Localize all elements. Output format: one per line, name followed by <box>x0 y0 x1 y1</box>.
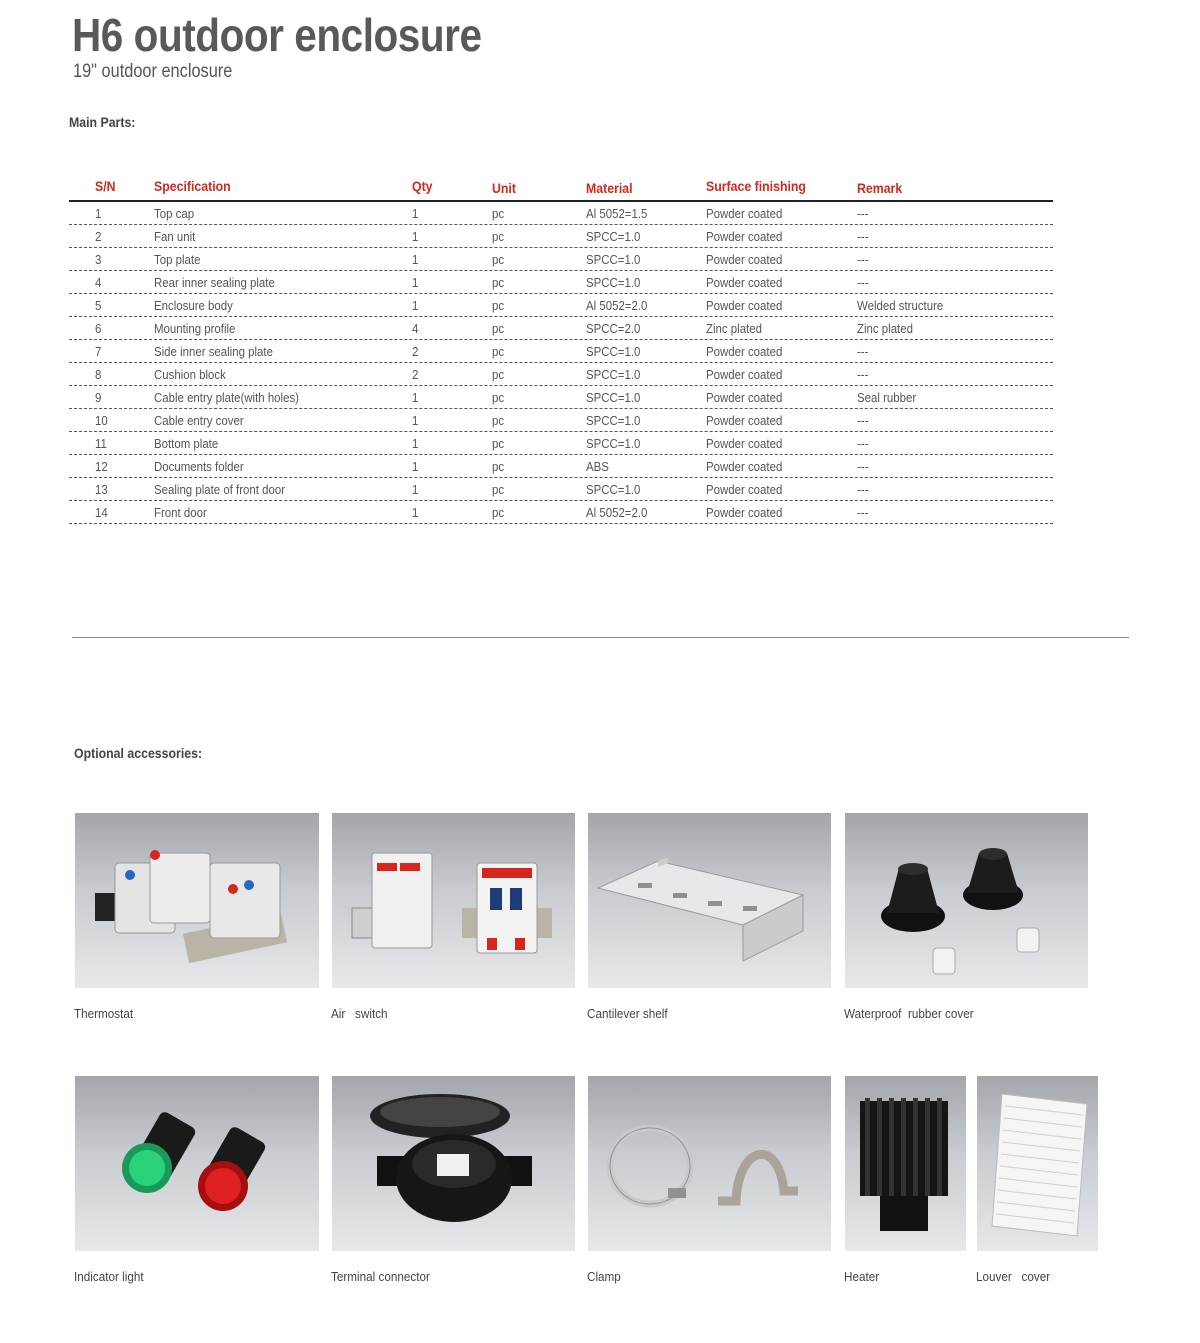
cell-remark: --- <box>857 436 869 451</box>
terminal-connector-image <box>332 1076 575 1251</box>
cell-surface-finishing: Zinc plated <box>706 321 762 336</box>
cell-specification: Rear inner sealing plate <box>154 275 275 290</box>
cell-material: ABS <box>586 459 609 474</box>
cell-material: SPCC=1.0 <box>586 390 641 405</box>
cell-specification: Sealing plate of front door <box>154 482 286 497</box>
cell-unit: pc <box>492 413 505 428</box>
indicator-light-icon <box>75 1076 319 1251</box>
cell-material: SPCC=2.0 <box>586 321 641 336</box>
cell-material: Al 5052=1.5 <box>586 206 648 221</box>
cell-specification: Mounting profile <box>154 321 236 336</box>
column-header-qty: Qty <box>412 178 433 194</box>
caption-clamp: Clamp <box>587 1269 621 1284</box>
cell-unit: pc <box>492 505 505 520</box>
cell-surface-finishing: Powder coated <box>706 390 783 405</box>
cell-sn: 4 <box>95 275 102 290</box>
cell-qty: 1 <box>412 505 419 520</box>
cantilever-shelf-image <box>588 813 831 988</box>
cell-surface-finishing: Powder coated <box>706 344 783 359</box>
table-row <box>69 248 1053 271</box>
cell-qty: 2 <box>412 344 419 359</box>
air-switch-image <box>332 813 575 988</box>
cell-unit: pc <box>492 298 505 313</box>
cell-remark: --- <box>857 413 869 428</box>
cell-remark: Seal rubber <box>857 390 917 405</box>
cell-surface-finishing: Powder coated <box>706 229 783 244</box>
table-body <box>69 202 1053 524</box>
waterproof-rubber-cover-image <box>845 813 1088 988</box>
main-parts-table <box>69 172 1053 524</box>
cell-unit: pc <box>492 344 505 359</box>
cell-remark: --- <box>857 252 869 267</box>
caption-louver-cover: Louver cover <box>976 1269 1051 1284</box>
cell-qty: 1 <box>412 229 419 244</box>
cell-unit: pc <box>492 436 505 451</box>
cell-qty: 1 <box>412 482 419 497</box>
cell-qty: 2 <box>412 367 419 382</box>
table-header <box>69 172 1053 202</box>
cell-material: SPCC=1.0 <box>586 275 641 290</box>
rubber-cover-icon <box>845 813 1088 988</box>
caption-terminal-connector: Terminal connector <box>331 1269 430 1284</box>
cell-sn: 10 <box>95 413 108 428</box>
cell-surface-finishing: Powder coated <box>706 252 783 267</box>
table-row <box>69 386 1053 409</box>
cell-remark: Welded structure <box>857 298 944 313</box>
cell-surface-finishing: Powder coated <box>706 482 783 497</box>
table-row <box>69 271 1053 294</box>
cell-sn: 14 <box>95 505 108 520</box>
cell-material: SPCC=1.0 <box>586 229 641 244</box>
cell-surface-finishing: Powder coated <box>706 459 783 474</box>
cell-specification: Enclosure body <box>154 298 233 313</box>
cell-remark: --- <box>857 275 869 290</box>
cell-specification: Top cap <box>154 206 195 221</box>
louver-cover-image <box>977 1076 1098 1251</box>
caption-cantilever-shelf: Cantilever shelf <box>587 1006 668 1021</box>
cell-unit: pc <box>492 229 505 244</box>
cell-sn: 1 <box>95 206 102 221</box>
page-subtitle: 19" outdoor enclosure <box>73 61 233 82</box>
cell-unit: pc <box>492 390 505 405</box>
cell-unit: pc <box>492 482 505 497</box>
table-row <box>69 225 1053 248</box>
cell-specification: Cable entry plate(with holes) <box>154 390 299 405</box>
cell-surface-finishing: Powder coated <box>706 505 783 520</box>
table-row <box>69 294 1053 317</box>
heater-icon <box>845 1076 966 1251</box>
cell-surface-finishing: Powder coated <box>706 206 783 221</box>
optional-accessories-label: Optional accessories: <box>74 745 203 761</box>
cell-specification: Side inner sealing plate <box>154 344 273 359</box>
cell-specification: Top plate <box>154 252 201 267</box>
table-row <box>69 340 1053 363</box>
cell-qty: 1 <box>412 459 419 474</box>
cell-unit: pc <box>492 275 505 290</box>
cell-remark: --- <box>857 229 869 244</box>
column-header-material: Material <box>586 180 633 196</box>
column-header-surface-finishing: Surface finishing <box>706 178 806 194</box>
caption-waterproof-rubber-cover: Waterproof rubber cover <box>844 1006 974 1021</box>
cell-surface-finishing: Powder coated <box>706 298 783 313</box>
cell-material: SPCC=1.0 <box>586 482 641 497</box>
cell-qty: 1 <box>412 390 419 405</box>
cell-sn: 9 <box>95 390 102 405</box>
cell-qty: 1 <box>412 413 419 428</box>
cell-remark: Zinc plated <box>857 321 913 336</box>
column-header-sn: S/N <box>95 178 116 194</box>
louver-cover-icon <box>977 1076 1098 1251</box>
cell-material: Al 5052=2.0 <box>586 505 648 520</box>
table-row <box>69 363 1053 386</box>
clamp-icon <box>588 1076 831 1251</box>
cell-sn: 7 <box>95 344 102 359</box>
cell-sn: 8 <box>95 367 102 382</box>
table-row <box>69 455 1053 478</box>
cell-remark: --- <box>857 459 869 474</box>
indicator-light-image <box>75 1076 319 1251</box>
cell-sn: 13 <box>95 482 108 497</box>
cell-qty: 1 <box>412 275 419 290</box>
cell-sn: 2 <box>95 229 102 244</box>
table-row <box>69 409 1053 432</box>
cell-qty: 1 <box>412 206 419 221</box>
cell-sn: 6 <box>95 321 102 336</box>
cell-material: SPCC=1.0 <box>586 252 641 267</box>
cell-remark: --- <box>857 505 869 520</box>
page-title: H6 outdoor enclosure <box>72 9 482 61</box>
column-header-remark: Remark <box>857 180 903 196</box>
cell-surface-finishing: Powder coated <box>706 275 783 290</box>
cell-qty: 1 <box>412 436 419 451</box>
cell-specification: Front door <box>154 505 207 520</box>
cell-unit: pc <box>492 367 505 382</box>
cell-unit: pc <box>492 206 505 221</box>
cell-material: SPCC=1.0 <box>586 436 641 451</box>
cell-material: Al 5052=2.0 <box>586 298 648 313</box>
cell-surface-finishing: Powder coated <box>706 367 783 382</box>
clamp-image <box>588 1076 831 1251</box>
cell-specification: Bottom plate <box>154 436 219 451</box>
cell-material: SPCC=1.0 <box>586 367 641 382</box>
cell-sn: 3 <box>95 252 102 267</box>
table-row <box>69 501 1053 524</box>
terminal-connector-icon <box>332 1076 575 1251</box>
cell-specification: Cable entry cover <box>154 413 244 428</box>
caption-indicator-light: Indicator light <box>74 1269 144 1284</box>
table-row <box>69 432 1053 455</box>
table-row <box>69 202 1053 225</box>
thermostat-icon <box>75 813 319 988</box>
table-row <box>69 478 1053 501</box>
table-row <box>69 317 1053 340</box>
cell-remark: --- <box>857 344 869 359</box>
cell-unit: pc <box>492 459 505 474</box>
cell-sn: 11 <box>95 436 107 451</box>
cell-surface-finishing: Powder coated <box>706 413 783 428</box>
cell-unit: pc <box>492 252 505 267</box>
cell-sn: 5 <box>95 298 102 313</box>
cell-qty: 1 <box>412 298 419 313</box>
caption-air-switch: Air switch <box>331 1006 388 1021</box>
thermostat-image <box>75 813 319 988</box>
cantilever-shelf-icon <box>588 813 831 988</box>
cell-sn: 12 <box>95 459 108 474</box>
column-header-specification: Specification <box>154 178 231 194</box>
cell-specification: Documents folder <box>154 459 244 474</box>
section-divider <box>72 637 1129 638</box>
cell-remark: --- <box>857 367 869 382</box>
heater-image <box>845 1076 966 1251</box>
cell-specification: Fan unit <box>154 229 196 244</box>
main-parts-label: Main Parts: <box>69 114 136 130</box>
cell-material: SPCC=1.0 <box>586 344 641 359</box>
cell-remark: --- <box>857 206 869 221</box>
cell-unit: pc <box>492 321 505 336</box>
air-switch-icon <box>332 813 575 988</box>
column-header-unit: Unit <box>492 180 516 196</box>
cell-material: SPCC=1.0 <box>586 413 641 428</box>
cell-qty: 4 <box>412 321 419 336</box>
caption-thermostat: Thermostat <box>74 1006 134 1021</box>
cell-qty: 1 <box>412 252 419 267</box>
cell-remark: --- <box>857 482 869 497</box>
cell-specification: Cushion block <box>154 367 226 382</box>
cell-surface-finishing: Powder coated <box>706 436 783 451</box>
caption-heater: Heater <box>844 1269 880 1284</box>
